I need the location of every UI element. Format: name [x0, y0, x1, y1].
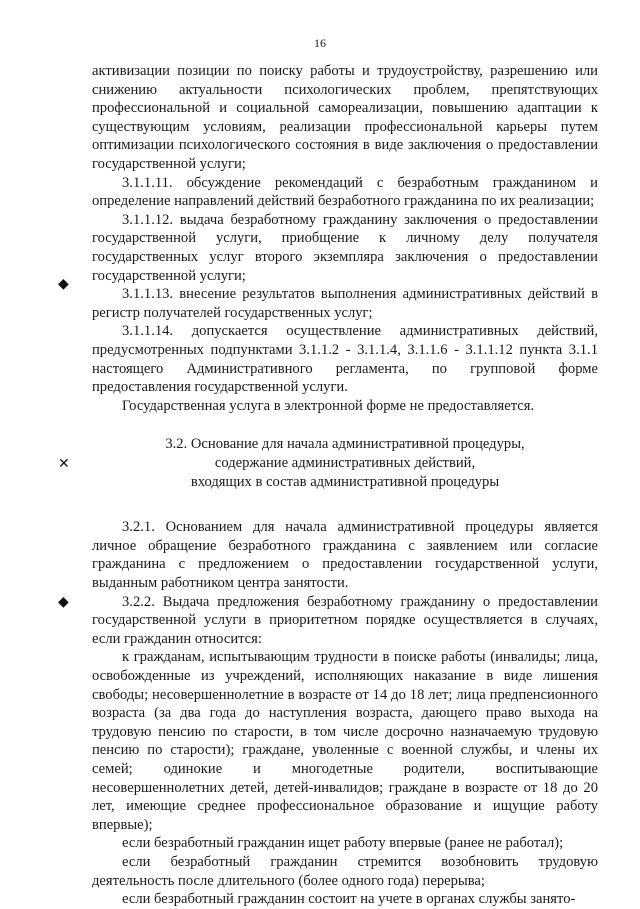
margin-mark-icon: ◆ — [58, 594, 69, 610]
paragraph: 3.1.1.11. обсуждение рекомендаций с безработным гражданином и определение направлений действий безработного гражданина по их реализации; — [92, 174, 598, 210]
heading-line: 3.2. Основание для начала административной процедуры, — [165, 436, 525, 453]
paragraph: 3.1.1.13. внесение результатов выполнения административных действий в регистр получателей государственных услуг; — [92, 286, 598, 321]
paragraph: если безработный гражданин стремится возобновить трудовую деятельность после длительного (более одного года) перерыва; — [92, 853, 598, 889]
paragraph: 3.2.1. Основанием для начала административной процедуры является личное обращение безработного гражданина с заявлением или согласие гражданина с предложением о предоставлении государственной услуги, выданным работником центра занятости. — [92, 519, 598, 592]
document-body — [92, 62, 598, 909]
paragraph: 3.1.1.14. допускается осуществление административных действий, предусмотренных подпунктами 3.1.1.2 - 3.1.1.4, 3.1.1.6 - 3.1.1.12 пункта 3.1.1 настоящего Административного регламента, по групповой форме предоставления государственной услуги. — [92, 323, 598, 396]
heading-line: содержание административных действий, — [214, 455, 476, 472]
section-heading — [92, 435, 598, 492]
paragraph: если безработный гражданин ищет работу впервые (ранее не работал); — [122, 835, 564, 852]
paragraph: если безработный гражданин состоит на учете в органах службы занято- — [122, 891, 576, 908]
paragraph: 3.2.2. Выдача предложения безработному гражданину о предоставлении государственной услуги в приоритетном порядке осуществляется в случаях, если гражданин относится: — [92, 593, 598, 647]
page-number: 16 — [314, 36, 326, 50]
top-paragraphs — [92, 62, 598, 415]
bottom-paragraphs — [92, 518, 598, 908]
paragraph: 3.1.1.12. выдача безработному гражданину заключения о предоставлении государственной услуги, приобщение к личному делу получателя государственных услуг второго экземпляра заключения о предоставлении государственной услуги; — [92, 211, 598, 284]
paragraph: Государственная услуга в электронной форме не предоставляется. — [122, 397, 535, 414]
margin-mark-icon: ◆ — [58, 276, 69, 292]
paragraph: активизации позиции по поиску работы и трудоустройству, разрешению или снижению актуальности психологических проблем, препятствующих профессиональной и социальной самореализации, повышению адаптации к существующим условиям, реализации профессиональной карьеры путем оптимизации психологического состояния в виде заключения о предоставлении государственной услуги; — [92, 63, 598, 172]
margin-mark-icon: ✕ — [58, 456, 70, 472]
paragraph: к гражданам, испытывающим трудности в поиске работы (инвалиды; лица, освобожденные из учреждений, исполняющих наказание в виде лишения свободы; несовершеннолетние в возрасте от 14 до 18 лет; лица предпенсионного возраста (за два года до наступления возраста, дающего право выхода на трудовую пенсию по старости, в том числе досрочно назначаемую трудовую пенсию по старости); граждане, уволенные с военной службы, и члены их семей; одинокие и многодетные родители, воспитывающие несовершеннолетних детей, детей-инвалидов; граждане в возрасте от 18 до 20 лет, имеющие среднее профессиональное образование и ищущие работу впервые); — [92, 649, 598, 833]
heading-line: входящих в состав административной процедуры — [190, 474, 500, 491]
